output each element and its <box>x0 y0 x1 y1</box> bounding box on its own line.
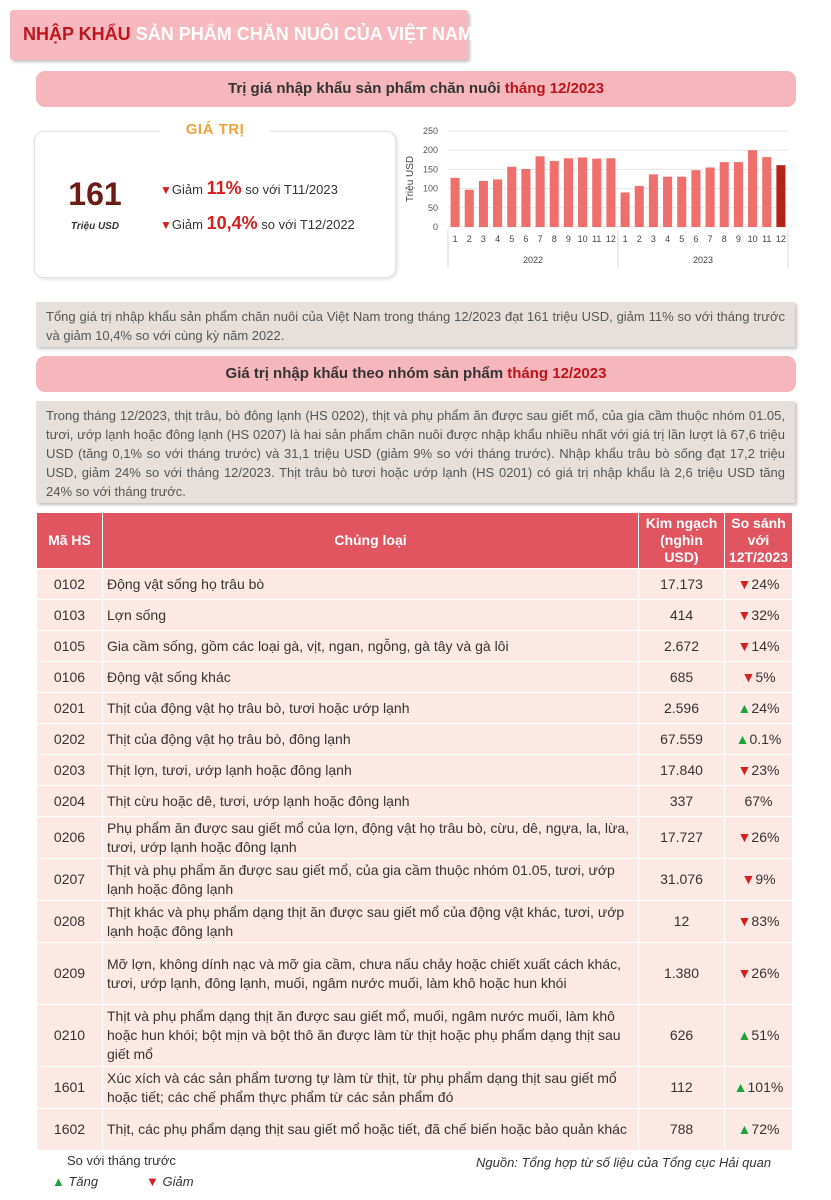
compare-cell <box>725 1067 793 1109</box>
bar <box>748 150 757 227</box>
import-value-cell: 2.596 <box>639 693 725 724</box>
hs-code: 0208 <box>37 901 103 943</box>
down-arrow-icon: ▼ <box>146 1174 159 1189</box>
table-row <box>37 901 793 943</box>
section-title-period: tháng 12/2023 <box>507 365 607 382</box>
compare-pct: 26% <box>751 965 780 981</box>
x-tick-label: 12 <box>605 234 616 244</box>
down-arrow-icon: ▼ <box>737 829 752 845</box>
import-value-cell: 788 <box>639 1109 725 1151</box>
up-arrow-icon: ▲ <box>735 730 750 747</box>
down-arrow-icon: ▼ <box>737 913 752 929</box>
hs-code: 0202 <box>37 724 103 755</box>
import-value-cell: 31.076 <box>639 859 725 901</box>
legend-down-label: Giảm <box>158 1174 194 1189</box>
up-arrow-icon: ▲ <box>737 699 752 716</box>
x-tick-label: 10 <box>577 234 588 244</box>
section-title-period: tháng 12/2023 <box>504 80 604 97</box>
product-name: Thịt của động vật họ trâu bò, tươi hoặc ướp lạnh <box>103 693 639 724</box>
down-arrow-icon: ▼ <box>741 668 756 685</box>
x-tick-label: 7 <box>537 234 543 244</box>
x-tick-label: 7 <box>707 234 713 244</box>
bar <box>776 165 785 227</box>
table-row <box>37 1109 793 1151</box>
comparison-year <box>160 213 355 234</box>
bar <box>649 174 658 227</box>
table-row <box>37 662 793 693</box>
bar <box>465 190 474 227</box>
compare-cell <box>725 755 793 786</box>
compare-cell <box>725 817 793 859</box>
comparison-suffix: so với T12/2022 <box>257 217 355 232</box>
product-name: Xúc xích và các sản phẩm tương tự làm từ thịt, từ phụ phẩm dạng thịt sau giết mổ hoặc tiết; các chế phẩm thực phẩm từ các sản phẩm đó <box>103 1067 639 1109</box>
compare-pct: 32% <box>751 606 780 623</box>
bar <box>621 192 630 227</box>
product-name: Lợn sống <box>103 600 639 631</box>
bar <box>479 181 488 227</box>
legend-down <box>146 1174 194 1189</box>
compare-cell <box>725 724 793 755</box>
compare-pct: 5% <box>755 668 776 685</box>
table-row <box>37 1067 793 1109</box>
compare-pct: 67% <box>744 792 773 809</box>
hs-code: 0209 <box>37 943 103 1005</box>
product-name: Thịt và phụ phẩm ăn được sau giết mổ, của gia cầm thuộc nhóm 01.05, tươi, ướp lạnh hoặc đông lạnh <box>103 859 639 901</box>
import-value-cell: 17.727 <box>639 817 725 859</box>
down-arrow-icon: ▼ <box>737 606 752 623</box>
product-table <box>36 512 793 1151</box>
x-tick-label: 2 <box>466 234 472 244</box>
comparison-pct: 11% <box>206 178 242 198</box>
comparison-prefix: Giảm <box>171 217 207 232</box>
import-value-cell: 17.173 <box>639 569 725 600</box>
down-arrow-icon: ▼ <box>160 183 172 197</box>
legend-title: So với tháng trước <box>67 1153 176 1168</box>
section-title-text: Trị giá nhập khẩu sản phẩm chăn nuôi <box>228 80 505 97</box>
hs-code: 0102 <box>37 569 103 600</box>
bar <box>550 161 559 227</box>
bar <box>507 167 516 227</box>
x-tick-label: 1 <box>622 234 628 244</box>
compare-pct: 0.1% <box>749 730 782 747</box>
import-value-cell: 2.672 <box>639 631 725 662</box>
x-tick-label: 5 <box>509 234 515 244</box>
table-row <box>37 817 793 859</box>
product-name: Thịt cừu hoặc dê, tươi, ướp lạnh hoặc đông lạnh <box>103 786 639 817</box>
header-compare: So sánh với 12T/2023 <box>725 513 793 569</box>
compare-cell <box>725 786 793 817</box>
bar <box>536 156 545 227</box>
bar <box>720 162 729 227</box>
compare-pct: 24% <box>751 699 780 716</box>
product-name: Mỡ lợn, không dính nạc và mỡ gia cầm, chưa nấu chảy hoặc chiết xuất cách khác, tươi, ướp lạnh, đông lạnh, muối, ngâm nước muối, làm khô hoặc hun khói <box>103 943 639 1005</box>
bar <box>663 177 672 227</box>
bar <box>592 159 601 227</box>
table-row <box>37 724 793 755</box>
down-arrow-icon: ▼ <box>741 871 756 887</box>
compare-cell <box>725 859 793 901</box>
compare-cell <box>725 693 793 724</box>
compare-pct: 26% <box>751 829 780 845</box>
compare-pct: 9% <box>755 871 776 887</box>
hs-code: 0203 <box>37 755 103 786</box>
product-name: Phụ phẩm ăn được sau giết mổ của lợn, động vật họ trâu bò, cừu, dê, ngựa, la, lừa, tươi, ướp lạnh hoặc đông lạnh <box>103 817 639 859</box>
bar <box>706 167 715 227</box>
x-tick-label: 9 <box>565 234 571 244</box>
comparison-suffix: so với T11/2023 <box>241 182 338 197</box>
header-code: Mã HS <box>37 513 103 569</box>
down-arrow-icon: ▼ <box>737 637 752 654</box>
product-name: Động vật sống khác <box>103 662 639 693</box>
product-name: Thịt của động vật họ trâu bò, đông lạnh <box>103 724 639 755</box>
table-row <box>37 569 793 600</box>
table-header-row <box>37 513 793 569</box>
import-value-unit: Triệu USD <box>70 221 120 232</box>
x-tick-label: 5 <box>679 234 685 244</box>
y-tick-label: 100 <box>422 183 438 194</box>
bar <box>691 170 700 227</box>
import-value-cell: 685 <box>639 662 725 693</box>
hs-code: 0206 <box>37 817 103 859</box>
y-tick-label: 0 <box>432 222 438 232</box>
bar <box>451 178 460 227</box>
compare-cell <box>725 569 793 600</box>
x-tick-label: 11 <box>592 234 602 244</box>
import-value: 161 <box>68 176 122 212</box>
x-tick-label: 4 <box>495 234 501 244</box>
y-tick-label: 150 <box>422 164 438 175</box>
product-name: Thịt, các phụ phẩm dạng thịt sau giết mổ hoặc tiết, đã chế biến hoặc bảo quản khác <box>103 1109 639 1151</box>
monthly-import-chart <box>398 118 798 278</box>
compare-pct: 72% <box>751 1121 780 1137</box>
legend-up-label: Tăng <box>64 1174 99 1189</box>
y-tick-label: 50 <box>427 202 438 213</box>
x-tick-label: 8 <box>551 234 557 244</box>
table-row <box>37 943 793 1005</box>
y-axis-label: Triệu USD <box>405 155 416 203</box>
import-value-cell: 112 <box>639 1067 725 1109</box>
hs-code: 0201 <box>37 693 103 724</box>
down-arrow-icon: ▼ <box>737 761 752 778</box>
detail-paragraph: Trong tháng 12/2023, thịt trâu, bò đông lạnh (HS 0202), thịt và phụ phẩm ăn được sau giết mổ, của gia cầm thuộc nhóm 01.05, tươi, ướp lạnh hoặc đông lạnh (HS 0207) là hai sản phẩm chăn nuôi được nhập khẩu nhiều nhất với giá trị lần lượt là 67,6 triệu USD (tăng 0,1% so với tháng trước) và 31,1 triệu USD (giảm 9% so với tháng trước). Nhập khẩu trâu bò sống đạt 17,2 triệu USD, giảm 24% so với tháng 12/2023. Thịt trâu bò tươi hoặc ướp lạnh (HS 0201) có giá trị nhập khẩu là 2,6 triệu USD tăng 24% so với tháng trước. <box>36 401 795 503</box>
hs-code: 0207 <box>37 859 103 901</box>
bar <box>677 177 686 227</box>
table-row <box>37 600 793 631</box>
compare-cell <box>725 600 793 631</box>
comparison-prefix: Giảm <box>171 182 207 197</box>
product-name: Động vật sống họ trâu bò <box>103 569 639 600</box>
import-value-cell: 1.380 <box>639 943 725 1005</box>
page-title <box>23 24 473 45</box>
hs-code: 0105 <box>37 631 103 662</box>
up-arrow-icon: ▲ <box>737 1121 752 1137</box>
x-tick-label: 11 <box>762 234 772 244</box>
page-title-rest: SẢN PHẨM CHĂN NUÔI CỦA VIỆT NAM <box>130 24 474 44</box>
table-row <box>37 1005 793 1067</box>
x-tick-label: 3 <box>480 234 486 244</box>
compare-cell <box>725 1109 793 1151</box>
x-tick-label: 3 <box>650 234 656 244</box>
compare-pct: 24% <box>751 575 780 592</box>
compare-pct: 101% <box>747 1079 784 1095</box>
table-row <box>37 631 793 662</box>
table-row <box>37 786 793 817</box>
up-arrow-icon: ▲ <box>737 1027 752 1043</box>
x-tick-label: 12 <box>775 234 786 244</box>
table-row <box>37 859 793 901</box>
x-tick-label: 10 <box>747 234 758 244</box>
y-tick-label: 200 <box>422 145 438 156</box>
legend-up <box>52 1174 98 1189</box>
bar <box>606 158 615 227</box>
comparison-pct: 10,4% <box>206 213 258 233</box>
import-value-cell: 414 <box>639 600 725 631</box>
hs-code: 0204 <box>37 786 103 817</box>
product-name: Thịt khác và phụ phẩm dạng thịt ăn được sau giết mổ của động vật khác, tươi, ướp lạnh hoặc đông lạnh <box>103 901 639 943</box>
import-value-cell: 337 <box>639 786 725 817</box>
product-name: Thịt và phụ phẩm dạng thịt ăn được sau giết mổ, muối, ngâm nước muối, làm khô hoặc hun khói; bột mịn và bột thô ăn được làm từ thịt hoặc phụ phẩm dạng thịt sau giết mổ <box>103 1005 639 1067</box>
x-tick-label: 4 <box>665 234 671 244</box>
compare-cell <box>725 1005 793 1067</box>
group-label: 2022 <box>522 255 544 265</box>
bar <box>521 169 530 227</box>
bar <box>635 186 644 227</box>
section-title-groups <box>36 356 796 392</box>
compare-cell <box>725 901 793 943</box>
group-label: 2023 <box>692 255 714 265</box>
x-tick-label: 1 <box>452 234 458 244</box>
header-name: Chủng loại <box>103 513 639 569</box>
x-tick-label: 6 <box>523 234 529 244</box>
hs-code: 1602 <box>37 1109 103 1151</box>
page-title-highlight: NHẬP KHẨU <box>23 24 131 44</box>
import-value-cell: 626 <box>639 1005 725 1067</box>
comparison-month <box>160 178 338 199</box>
x-tick-label: 2 <box>636 234 642 244</box>
section-title-value <box>36 71 796 107</box>
bar <box>734 162 743 227</box>
product-name: Thịt lợn, tươi, ướp lạnh hoặc đông lạnh <box>103 755 639 786</box>
summary-paragraph: Tổng giá trị nhập khẩu sản phẩm chăn nuôi của Việt Nam trong tháng 12/2023 đạt 161 triệu USD, giảm 11% so với tháng trước và giảm 10,4% so với cùng kỳ năm 2022. <box>36 302 795 347</box>
hs-code: 0103 <box>37 600 103 631</box>
x-tick-label: 8 <box>721 234 727 244</box>
bar <box>762 157 771 227</box>
compare-pct: 14% <box>751 637 780 654</box>
compare-pct: 83% <box>751 913 780 929</box>
header-value: Kim ngạch (nghìn USD) <box>639 513 725 569</box>
down-arrow-icon: ▼ <box>737 965 752 981</box>
bar <box>493 179 502 227</box>
down-arrow-icon: ▼ <box>737 575 752 592</box>
value-card-label: GIÁ TRỊ <box>160 121 270 141</box>
hs-code: 0210 <box>37 1005 103 1067</box>
compare-cell <box>725 662 793 693</box>
up-arrow-icon: ▲ <box>733 1079 748 1095</box>
import-value-cell: 17.840 <box>639 755 725 786</box>
x-tick-label: 9 <box>735 234 741 244</box>
up-arrow-icon: ▲ <box>52 1174 65 1189</box>
x-tick-label: 6 <box>693 234 699 244</box>
compare-pct: 51% <box>751 1027 780 1043</box>
bar <box>578 157 587 227</box>
section-title-text: Giá trị nhập khẩu theo nhóm sản phẩm <box>225 365 508 382</box>
hs-code: 0106 <box>37 662 103 693</box>
compare-cell <box>725 631 793 662</box>
import-value-cell: 67.559 <box>639 724 725 755</box>
import-value-cell: 12 <box>639 901 725 943</box>
table-row <box>37 755 793 786</box>
compare-cell <box>725 943 793 1005</box>
source-note: Nguồn: Tổng hợp từ số liệu của Tổng cục Hải quan <box>476 1155 772 1170</box>
product-name: Gia cầm sống, gồm các loại gà, vịt, ngan, ngỗng, gà tây và gà lôi <box>103 631 639 662</box>
hs-code: 1601 <box>37 1067 103 1109</box>
y-tick-label: 250 <box>422 126 438 136</box>
bar <box>564 158 573 227</box>
down-arrow-icon: ▼ <box>160 218 172 232</box>
table-row <box>37 693 793 724</box>
compare-pct: 23% <box>751 761 780 778</box>
